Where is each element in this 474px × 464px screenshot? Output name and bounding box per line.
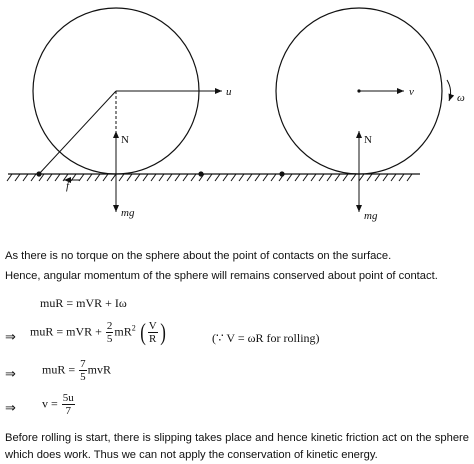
implies-arrow-1: ⇒ bbox=[5, 330, 16, 345]
paragraph-angular-momentum: Hence, angular momentum of the sphere will remains conserved about point of contact. bbox=[5, 270, 438, 282]
normal-force-right-label: N bbox=[364, 134, 372, 146]
equation-3: muR = $\frac{7}{5}$ mvR bbox=[42, 358, 111, 383]
equation-2: muR = mVR + $\frac{2}{5}$ $mR^2$ ( $\frac{V}{R}$ ) bbox=[30, 319, 166, 346]
paragraph-no-torque: As there is no torque on the sphere about the point of contacts on the surface. bbox=[5, 250, 392, 262]
weight-right-label: mg bbox=[364, 210, 378, 222]
equation-2-fraction: $\frac{2}{5}$ bbox=[106, 320, 113, 345]
velocity-v-label: v bbox=[409, 86, 414, 98]
implies-arrow-3: ⇒ bbox=[5, 401, 16, 416]
velocity-u-label: u bbox=[226, 86, 232, 98]
equation-2-v-over-r: $\frac{V}{R}$ bbox=[148, 320, 157, 345]
friction-f-label: f bbox=[66, 180, 70, 192]
equation-2-lhs: muR = mVR + bbox=[30, 324, 102, 339]
equation-1: muR = mVR + Iω bbox=[40, 296, 127, 310]
paragraph-conclusion: Before rolling is start, there is slipping takes place and hence kinetic friction act on the sphere which does work. Thus we can not apply the conservation of kinetic energy. bbox=[5, 432, 469, 461]
weight-left-label: mg bbox=[121, 207, 135, 219]
equation-4: v = $\frac{5u}{7}$ bbox=[42, 392, 74, 417]
angular-velocity-omega-label: ω bbox=[457, 92, 465, 104]
equation-2-mR: mR bbox=[114, 324, 132, 339]
right-sphere bbox=[276, 8, 451, 212]
implies-arrow-2: ⇒ bbox=[5, 367, 16, 382]
rolling-condition-note: (∵ V = ωR for rolling) bbox=[212, 331, 320, 345]
left-sphere bbox=[33, 8, 222, 212]
normal-force-left-label: N bbox=[121, 134, 129, 146]
